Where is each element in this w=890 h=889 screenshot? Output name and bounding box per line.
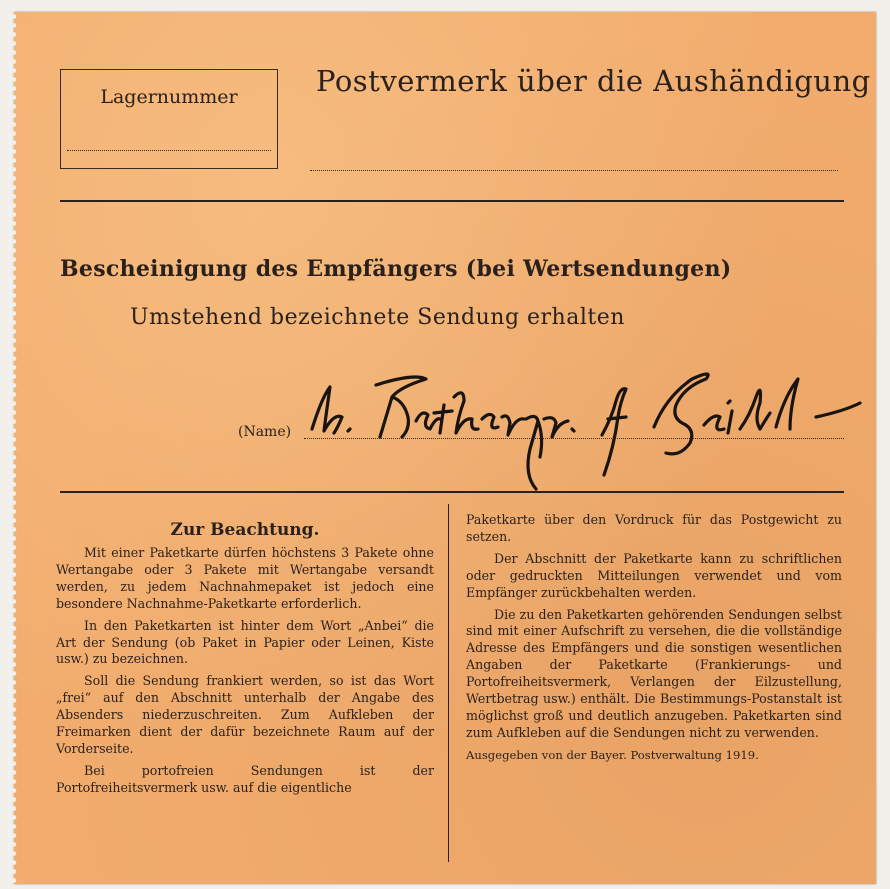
delivery-note-dotted-line: [310, 170, 838, 171]
name-label: (Name): [238, 424, 292, 440]
issuer-footer: Ausgegeben von der Bayer. Postverwaltung 1919.: [466, 747, 759, 762]
handwritten-signature: [304, 357, 864, 497]
parcel-card-back: [14, 12, 876, 884]
note-paragraph: Mit einer Paketkarte dürfen höchstens 3 Pakete ohne Wertangabe oder 3 Pakete mit Wertangabe versandt werden, zu jedem Nachnahmepaket ist jedoch eine besondere Nachnahme-Paketkarte erforderlich.: [56, 545, 434, 611]
name-dotted-line: [304, 438, 844, 439]
delivery-note-title: Postvermerk über die Aushändigung: [316, 64, 871, 98]
note-paragraph: In den Paketkarten ist hinter dem Wort „Anbei“ die Art der Sendung (ob Paket in Papier oder Leinen, Kiste usw.) zu bezeichnen.: [56, 617, 434, 667]
note-paragraph: Der Abschnitt der Paketkarte kann zu schriftlichen oder gedruckten Mitteilungen verwendet und vom Empfänger zurückbehalten werden.: [466, 550, 842, 600]
notes-left-column: [56, 545, 434, 797]
note-paragraph: Die zu den Paketkarten gehörenden Sendungen selbst sind mit einer Aufschrift zu versehen, die die vollständige Adresse des Empfängers und die sonstigen wesentlichen Angaben der Paketkarte (Frankierungs- und Portofreiheitsvermerk, Verlangen der Eilzustellung, Wertbetrag usw.) enthält. Die Bestimmungs-Postanstalt ist möglichst groß und deutlich anzugeben. Paketkarten sind zum Aufkleben auf die Sendungen nicht zu verwenden.: [466, 606, 842, 740]
certificate-line: Umstehend bezeichnete Sendung erhalten: [130, 305, 625, 330]
divider-middle: [60, 491, 844, 493]
notes-title: Zur Beachtung.: [170, 520, 320, 540]
storage-number-dotted-line: [67, 150, 271, 151]
certificate-heading: Bescheinigung des Empfängers (bei Wertsendungen): [60, 256, 732, 282]
storage-number-label: Lagernummer: [100, 86, 238, 108]
perforated-edge: [10, 12, 18, 884]
notes-right-column: [466, 512, 842, 764]
note-paragraph: Paketkarte über den Vordruck für das Postgewicht zu setzen.: [466, 512, 842, 544]
divider-top: [60, 200, 844, 202]
column-divider: [448, 504, 449, 862]
note-paragraph: Soll die Sendung frankiert werden, so ist das Wort „frei“ auf den Abschnitt unterhalb der Angabe des Absenders niederzuschreiten. Zum Aufkleben der Freimarken dient der dafür bezeichnete Raum auf der Vorderseite.: [56, 673, 434, 756]
storage-number-box: [60, 69, 278, 169]
note-paragraph: Bei portofreien Sendungen ist der Portofreiheitsvermerk usw. auf die eigentliche: [56, 762, 434, 795]
